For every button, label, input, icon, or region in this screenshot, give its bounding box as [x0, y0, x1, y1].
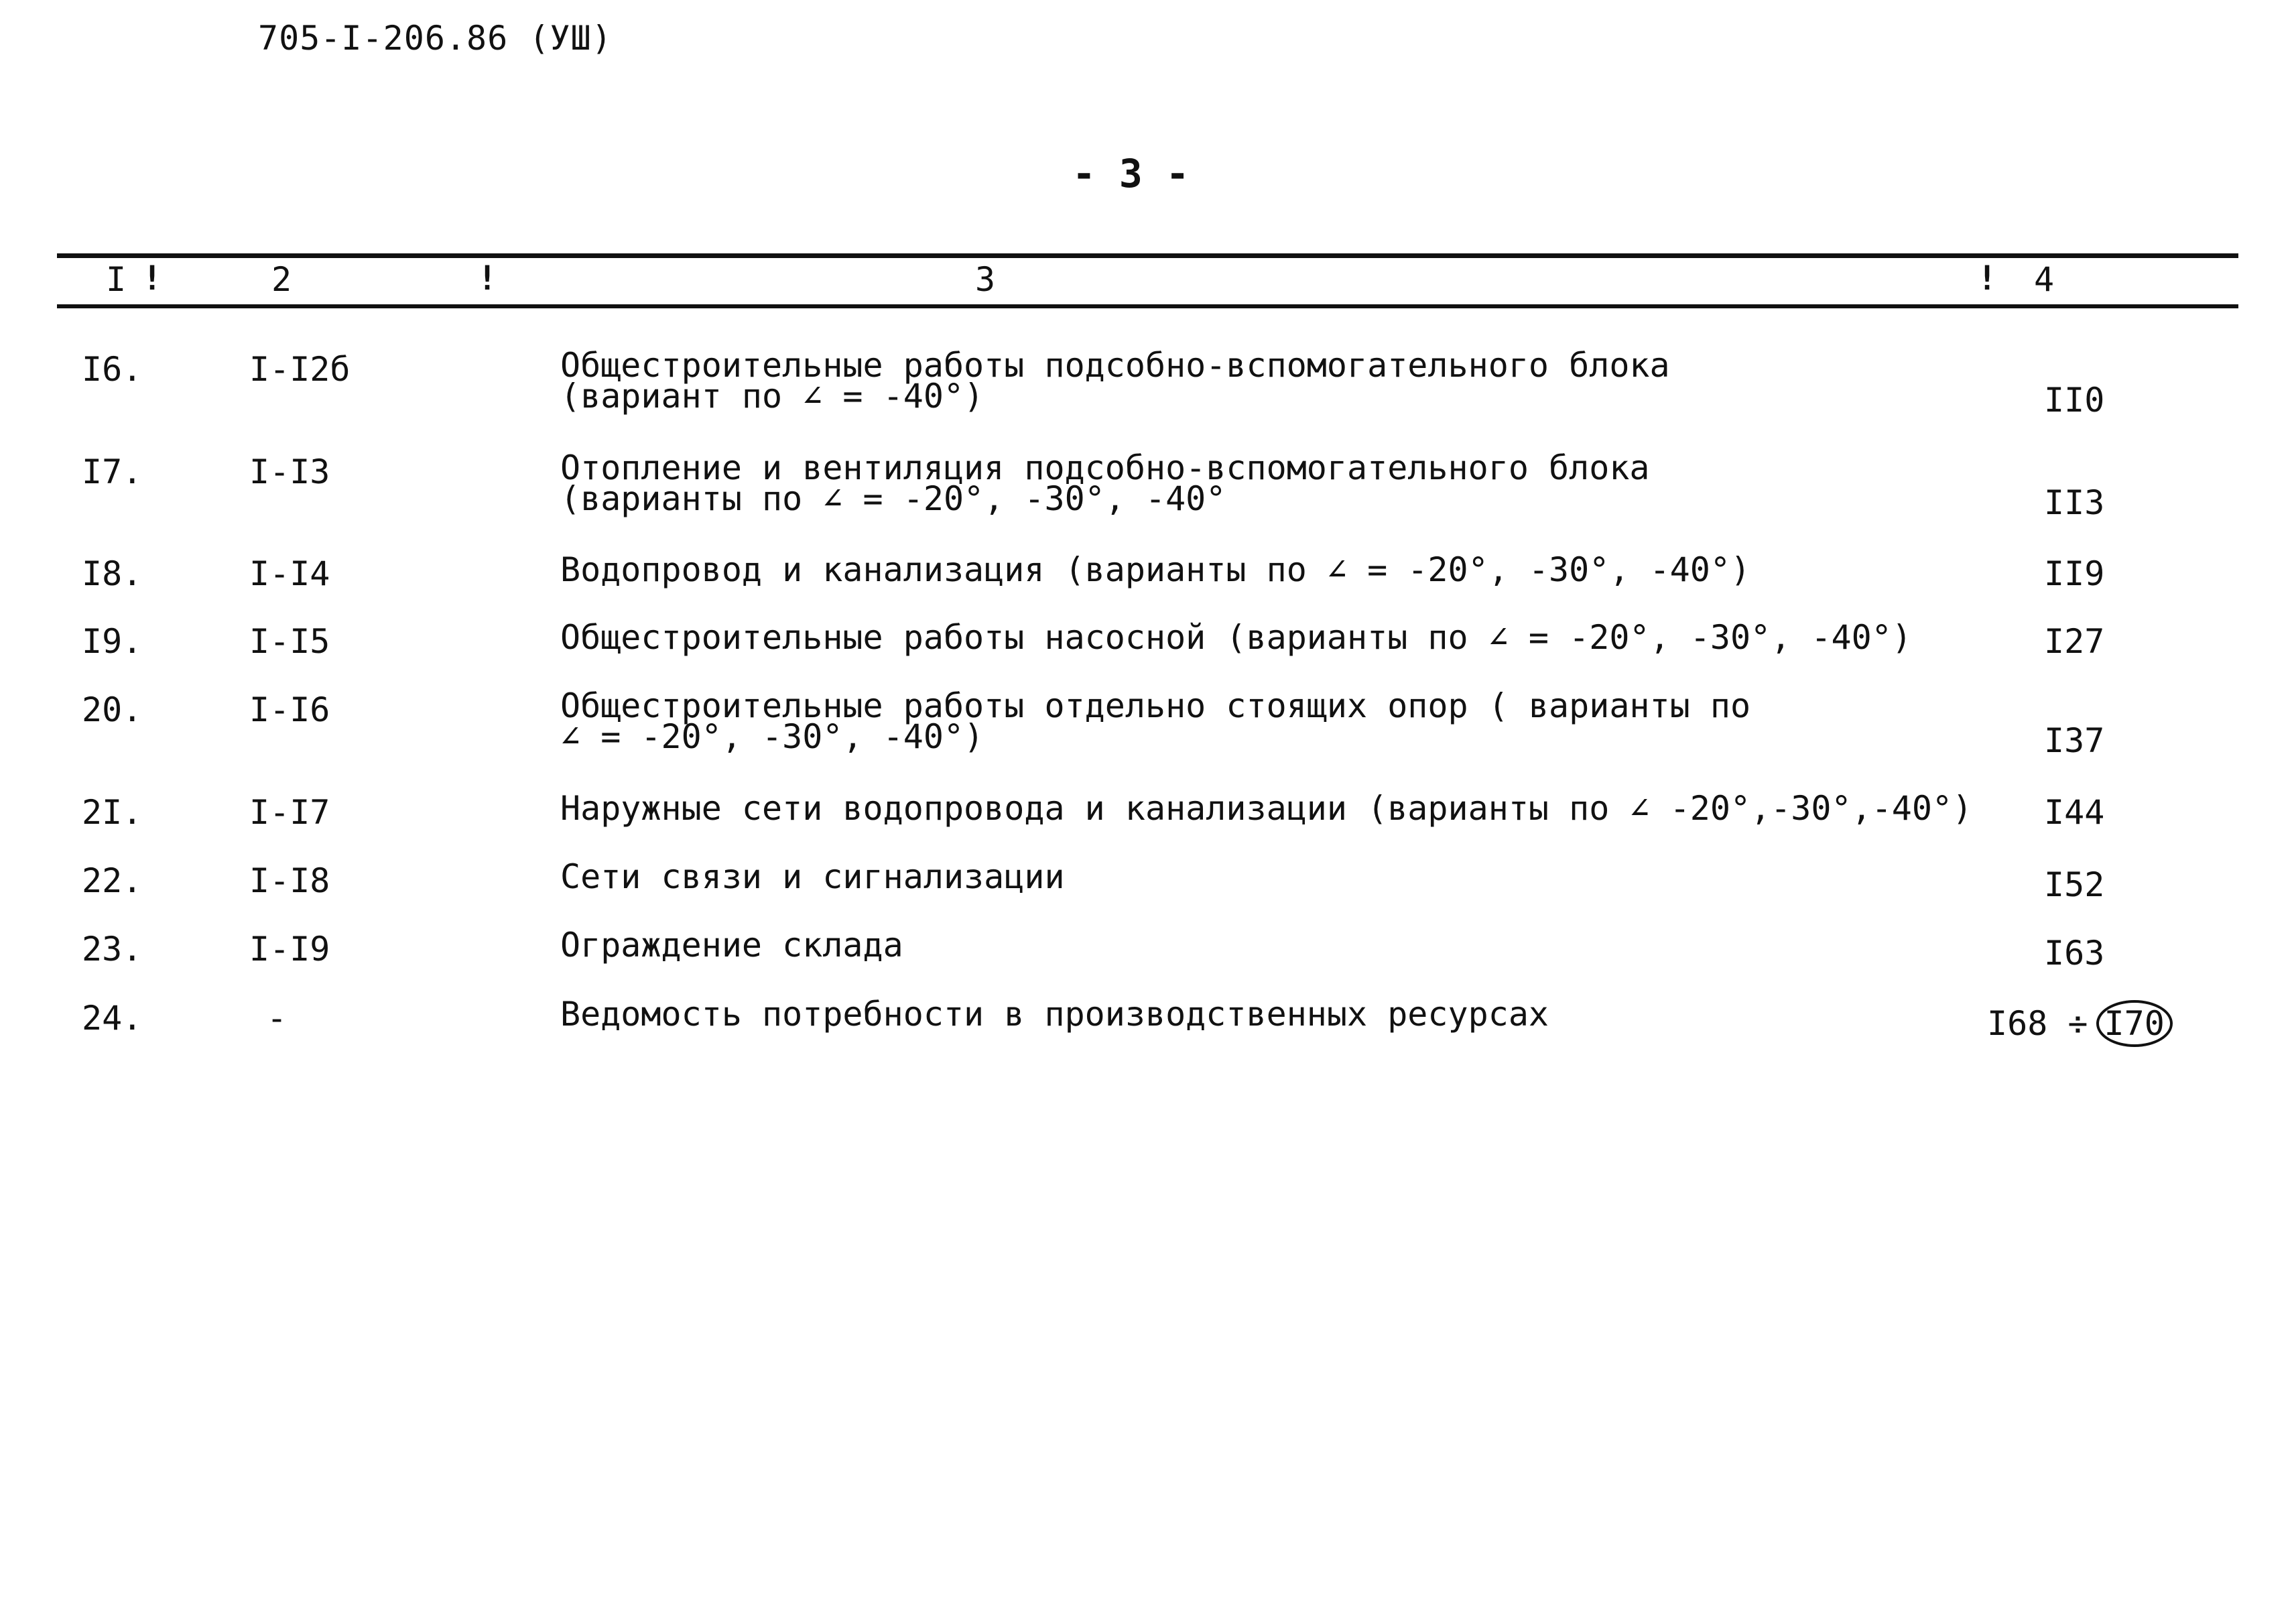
description-line: Сети связи и сигнализации [560, 857, 1065, 896]
description-line: Общестроительные работы подсобно-вспомогательного блока [560, 346, 1670, 385]
column-separator: ! [142, 259, 163, 298]
description-line: (вариант по ∠ = -40°) [560, 377, 984, 416]
column-header-2: 2 [271, 260, 292, 299]
drawing-code: I-I6 [249, 690, 330, 729]
page-reference: I27 [2044, 622, 2105, 661]
row-description [560, 857, 2008, 896]
row-description [560, 346, 2008, 416]
row-number: 24. [82, 999, 143, 1038]
drawing-code: I-I3 [249, 452, 330, 491]
page-reference: I63 [2044, 934, 2105, 973]
document-code: 705-I-206.86 (УШ) [258, 19, 613, 58]
circled-page-number: I70 [2096, 1000, 2173, 1047]
column-header-4: 4 [2034, 260, 2055, 299]
row-number: I7. [82, 452, 143, 491]
description-line: Наружные сети водопровода и канализации (варианты по ∠ -20°,-30°,-40°) [560, 789, 1973, 828]
row-number: I6. [82, 350, 143, 389]
row-description [560, 550, 2008, 589]
table-top-rule [57, 253, 2238, 258]
page-number: - 3 - [1072, 151, 1190, 196]
row-number: 20. [82, 690, 143, 729]
column-separator: ! [477, 259, 498, 298]
description-line: Общестроительные работы насосной (варианты по ∠ = -20°, -30°, -40°) [560, 618, 1912, 657]
description-line: Водопровод и канализация (варианты по ∠ = -20°, -30°, -40°) [560, 550, 1751, 589]
page-reference [1987, 1000, 2173, 1047]
page-reference: II0 [2044, 381, 2105, 420]
row-description [560, 686, 2008, 756]
page-reference: I37 [2044, 721, 2105, 760]
description-line: Ведомость потребности в производственных ресурсах [560, 995, 1549, 1034]
drawing-code: - [267, 999, 288, 1038]
page-range-start: I68 ÷ [1987, 1004, 2088, 1043]
drawing-code: I-I8 [249, 861, 330, 900]
description-line: Общестроительные работы отдельно стоящих опор ( варианты по [560, 686, 1751, 725]
row-number: 2I. [82, 793, 143, 832]
row-description [560, 618, 2008, 657]
row-number: I8. [82, 554, 143, 593]
column-header-3: 3 [975, 260, 996, 299]
row-description [560, 995, 2008, 1034]
drawing-code: I-I2б [249, 350, 350, 389]
description-line: (варианты по ∠ = -20°, -30°, -40° [560, 479, 1226, 518]
row-description [560, 926, 2008, 965]
page-reference: I44 [2044, 793, 2105, 832]
drawing-code: I-I7 [249, 793, 330, 832]
description-line: Ограждение склада [560, 926, 903, 965]
description-line: Отопление и вентиляция подсобно-вспомогательного блока [560, 448, 1650, 487]
drawing-code: I-I9 [249, 930, 330, 969]
row-description [560, 448, 2008, 518]
column-separator: ! [1977, 259, 1998, 298]
column-header-1: I [106, 260, 127, 299]
drawing-code: I-I5 [249, 622, 330, 661]
page-reference: II9 [2044, 554, 2105, 593]
row-number: I9. [82, 622, 143, 661]
description-line: ∠ = -20°, -30°, -40°) [560, 717, 984, 756]
page-reference: I52 [2044, 865, 2105, 904]
drawing-code: I-I4 [249, 554, 330, 593]
row-number: 23. [82, 930, 143, 969]
row-number: 22. [82, 861, 143, 900]
table-header-rule [57, 304, 2238, 308]
row-description [560, 789, 2008, 828]
page-reference: II3 [2044, 483, 2105, 522]
